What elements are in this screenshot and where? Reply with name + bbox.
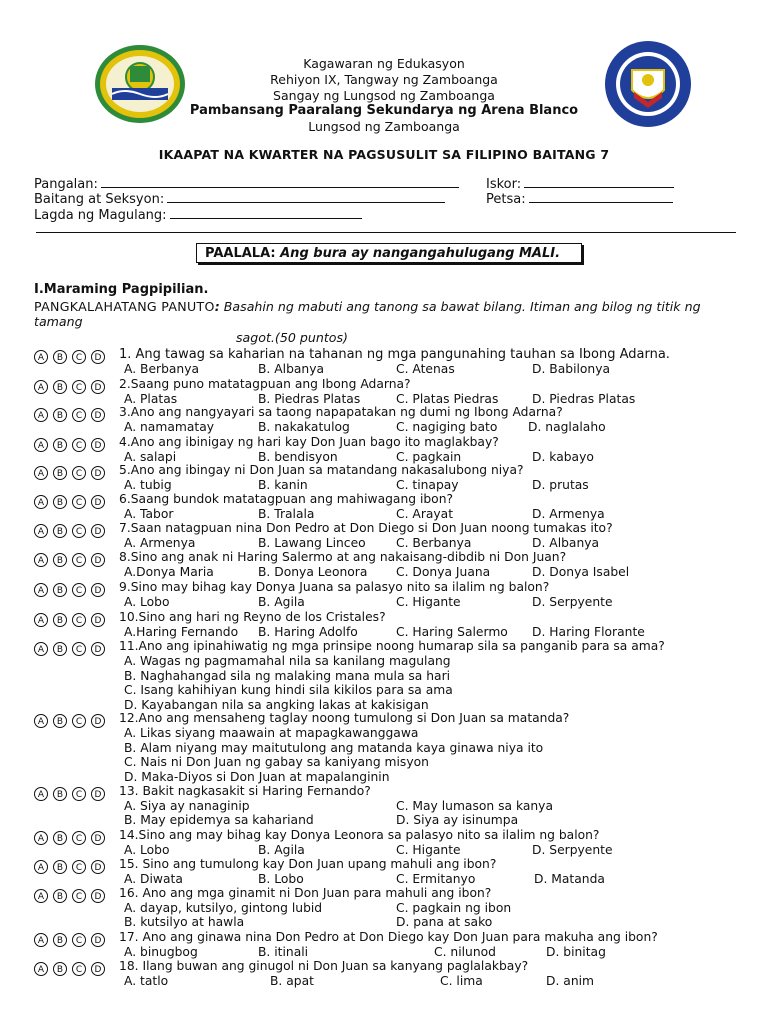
answer-bubble[interactable]: A [34, 933, 48, 947]
parent-signature-label: Lagda ng Magulang: [34, 208, 167, 223]
answer-bubbles [34, 711, 119, 728]
answer-bubble[interactable]: C [72, 613, 86, 627]
answer-option: D. Serpyente [532, 595, 613, 609]
answer-option: A. tatlo [124, 974, 169, 988]
answer-bubbles [34, 435, 119, 452]
question-text: 3.Ano ang nangyayari sa taong napapatakan ng dumi ng Ibong Adarna? [119, 405, 563, 419]
answer-option: D. naglalaho [528, 420, 606, 434]
question-text: 8.Sino ang anak ni Haring Salermo at ang nakaisang-dibdib ni Don Juan? [119, 550, 567, 564]
answer-bubble[interactable]: A [34, 889, 48, 903]
question-text: 16. Ano ang mga ginamit ni Don Juan para mahuli ang ibon? [119, 886, 492, 900]
answer-bubble[interactable]: C [72, 438, 86, 452]
answer-bubbles [34, 610, 119, 627]
answer-option: A. namamatay [124, 420, 215, 434]
answer-option: A. Lobo [124, 843, 170, 857]
answer-bubble[interactable]: D [91, 787, 105, 801]
answer-option: D. Siya ay isinumpa [396, 813, 519, 827]
question-text: 6.Saang bundok matatagpuan ang mahiwagang ibon? [119, 492, 454, 506]
answer-option: B. Piedras Platas [258, 392, 361, 406]
answer-bubbles [34, 886, 119, 903]
question-text: 2.Saang puno matatagpuan ang Ibong Adarna? [119, 377, 411, 391]
header-department: Kagawaran ng Edukasyon [303, 56, 465, 71]
answer-option: D. pana at sako [396, 915, 493, 929]
answer-bubble[interactable]: B [53, 962, 67, 976]
answer-bubble[interactable]: D [91, 613, 105, 627]
answer-bubbles [34, 463, 119, 480]
answer-bubble[interactable]: A [34, 438, 48, 452]
answer-bubble[interactable]: D [91, 831, 105, 845]
answer-option: C. Higante [396, 843, 461, 857]
answer-option: A. Wagas ng pagmamahal nila sa kanilang magulang [124, 654, 451, 668]
answer-bubble[interactable]: D [91, 583, 105, 597]
answer-bubble[interactable]: C [72, 553, 86, 567]
answer-bubble[interactable]: B [53, 889, 67, 903]
question-text: 13. Bakit nagkasakit si Haring Fernando? [119, 784, 371, 798]
answer-bubble[interactable]: A [34, 380, 48, 394]
answer-option: A. dayap, kutsilyo, gintong lubid [124, 901, 323, 915]
answer-option: A. Tabor [124, 507, 174, 521]
answer-bubble[interactable]: D [91, 524, 105, 538]
answer-bubble[interactable]: B [53, 408, 67, 422]
question-text: 10.Sino ang hari ng Reyno de los Cristales? [119, 610, 386, 624]
answer-option: A. tubig [124, 478, 172, 492]
instructions-lead: PANGKALAHATANG PANUTO [34, 299, 215, 314]
answer-bubble[interactable]: A [34, 860, 48, 874]
answer-option: B. Alam niyang may maitutulong ang matanda kaya ginawa niya ito [124, 740, 544, 755]
answer-option: D. Matanda [534, 872, 605, 886]
answer-bubble[interactable]: B [53, 495, 67, 509]
answer-bubble[interactable]: C [72, 642, 86, 656]
answer-bubble[interactable]: B [53, 583, 67, 597]
answer-bubble[interactable]: B [53, 642, 67, 656]
header-school: Pambansang Paaralang Sekundarya ng Arena Blanco [189, 103, 579, 118]
answer-option: B. Agila [258, 843, 305, 857]
answer-bubbles [34, 550, 119, 567]
answer-bubble[interactable]: B [53, 350, 67, 364]
answer-option: D. Maka-Diyos si Don Juan at mapalanginin [124, 769, 390, 784]
answer-bubble[interactable]: C [72, 714, 86, 728]
answer-bubble[interactable]: A [34, 962, 48, 976]
instructions-colon: : [214, 299, 220, 314]
answer-bubbles [34, 405, 119, 422]
answer-bubble[interactable]: B [53, 553, 67, 567]
answer-option: A. Platas [124, 392, 178, 406]
answer-bubble[interactable]: A [34, 714, 48, 728]
answer-bubble[interactable]: C [72, 380, 86, 394]
answer-option: A.Donya Maria [124, 565, 214, 579]
question-text: 17. Ano ang ginawa nina Don Pedro at Don Diego kay Don Juan para makuha ang ibon? [119, 930, 658, 944]
question-text: 7.Saan natagpuan nina Don Pedro at Don Diego si Don Juan noong tumakas ito? [119, 521, 613, 535]
answer-option: C. Platas Piedras [396, 392, 499, 406]
question-text: 1. Ang tawag sa kaharian na tahanan ng mga pangunahing tauhan sa Ibong Adarna. [119, 347, 670, 362]
answer-option: A. Likas siyang maawain at mapagkawanggawa [124, 726, 419, 740]
answer-bubbles [34, 930, 119, 947]
answer-option: C. tinapay [396, 478, 459, 492]
answer-option: B. Donya Leonora [258, 565, 368, 579]
answer-option: B. Lawang Linceo [258, 536, 366, 550]
reminder-label: PAALALA: [205, 246, 276, 261]
question-text: 14.Sino ang may bihag kay Donya Leonora sa palasyo nito sa ilalim ng balon? [119, 828, 600, 842]
answer-option: A. Diwata [124, 872, 183, 886]
question-text: 9.Sino may bihag kay Donya Juana sa palasyo nito sa ilalim ng balon? [119, 580, 550, 594]
answer-bubble[interactable]: A [34, 408, 48, 422]
answer-option: D. Donya Isabel [532, 565, 630, 579]
answer-bubble[interactable]: D [91, 642, 105, 656]
answer-bubble[interactable]: D [91, 408, 105, 422]
answer-option: C. Atenas [396, 362, 455, 376]
instructions-continued: sagot.(50 puntos) [236, 330, 348, 345]
answer-bubble[interactable]: C [72, 495, 86, 509]
answer-bubble[interactable]: C [72, 860, 86, 874]
answer-bubbles [34, 959, 119, 976]
answer-option: A. salapi [124, 450, 177, 464]
answer-bubbles [34, 377, 119, 394]
answer-bubble[interactable]: B [53, 787, 67, 801]
answer-option: C. Nais ni Don Juan ng gabay sa kaniyang misyon [124, 755, 429, 769]
answer-bubbles [34, 639, 119, 656]
answer-bubble[interactable]: A [34, 831, 48, 845]
answer-option: B. Tralala [258, 507, 315, 521]
answer-bubble[interactable]: B [53, 613, 67, 627]
answer-option: A. Siya ay nanaginip [124, 799, 250, 813]
answer-bubble[interactable]: C [72, 933, 86, 947]
instructions-text: Basahin ng mabuti ang tanong sa bawat bilang. Itiman ang bilog ng titik ng tamang [34, 299, 701, 329]
answer-bubble[interactable]: D [91, 962, 105, 976]
answer-option: C. May lumason sa kanya [396, 799, 553, 813]
answer-option: C. Berbanya [396, 536, 472, 550]
answer-option: B. kanin [258, 478, 308, 492]
answer-option: B. apat [270, 974, 314, 988]
answer-bubble[interactable]: C [72, 408, 86, 422]
question-text: 4.Ano ang ibinigay ng hari kay Don Juan bago ito maglakbay? [119, 435, 499, 449]
answer-bubble[interactable]: D [91, 714, 105, 728]
answer-bubble[interactable]: A [34, 583, 48, 597]
answer-bubble[interactable]: D [91, 553, 105, 567]
answer-bubble[interactable]: D [91, 495, 105, 509]
answer-bubbles [34, 784, 119, 801]
answer-bubble[interactable]: D [91, 466, 105, 480]
answer-option: D. Piedras Platas [532, 392, 636, 406]
parent-signature-field[interactable] [34, 206, 362, 223]
answer-bubble[interactable]: B [53, 380, 67, 394]
answer-option: B. Agila [258, 595, 305, 609]
answer-bubbles [34, 828, 119, 845]
date-label: Petsa: [486, 192, 526, 207]
answer-bubbles [34, 492, 119, 509]
question-text: 12.Ano ang mensaheng taglay noong tumulong si Don Juan sa matanda? [119, 711, 570, 725]
answer-bubbles [34, 347, 119, 364]
answer-bubble[interactable]: A [34, 350, 48, 364]
answer-bubbles [34, 857, 119, 874]
answer-option: A. Lobo [124, 595, 170, 609]
answer-bubbles [34, 521, 119, 538]
answer-option: A. Armenya [124, 536, 196, 550]
header-region: Rehiyon IX, Tangway ng Zamboanga [270, 72, 498, 87]
answer-option: D. prutas [532, 478, 589, 492]
grade-section-field[interactable] [34, 190, 445, 207]
answer-bubble[interactable]: D [91, 380, 105, 394]
question-text: 15. Sino ang tumulong kay Don Juan upang mahuli ang ibon? [119, 857, 497, 871]
answer-bubble[interactable]: B [53, 466, 67, 480]
answer-bubble[interactable]: C [72, 350, 86, 364]
answer-option: C. Isang kahihiyan kung hindi sila kikilos para sa ama [124, 683, 453, 697]
answer-option: B. Naghahangad sila ng malaking mana mula sa hari [124, 668, 451, 683]
answer-option: C. pagkain [396, 450, 462, 464]
answer-bubble[interactable]: B [53, 860, 67, 874]
answer-bubble[interactable]: C [72, 889, 86, 903]
header-city: Lungsod ng Zamboanga [308, 119, 460, 134]
question-text: 11.Ano ang ipinahiwatig ng mga prinsipe noong humarap sila sa panganib para sa ama? [119, 639, 665, 653]
answer-bubble[interactable]: B [53, 831, 67, 845]
answer-option: B. nakakatulog [258, 420, 350, 434]
answer-option: D. binitag [546, 945, 606, 959]
answer-option: B. itinali [258, 945, 309, 959]
answer-option: C. nilunod [434, 945, 496, 959]
answer-option: D. anim [546, 974, 595, 988]
question-row [34, 828, 599, 845]
answer-bubble[interactable]: B [53, 524, 67, 538]
answer-option: A.Haring Fernando [124, 625, 239, 639]
answer-option: B. kutsilyo at hawla [124, 915, 245, 929]
answer-option: C. Ermitanyo [396, 872, 476, 886]
instructions [34, 299, 734, 329]
answer-option: D. Babilonya [532, 362, 611, 376]
answer-bubble[interactable]: C [72, 524, 86, 538]
answer-option: C. Donya Juana [396, 565, 491, 579]
answer-bubble[interactable]: D [91, 933, 105, 947]
answer-bubble[interactable]: D [91, 860, 105, 874]
answer-bubble[interactable]: C [72, 466, 86, 480]
answer-bubble[interactable]: A [34, 553, 48, 567]
answer-bubble[interactable]: A [34, 495, 48, 509]
answer-bubble[interactable]: B [53, 714, 67, 728]
question-text: 18. Ilang buwan ang ginugol ni Don Juan sa kanyang paglalakbay? [119, 959, 529, 973]
answer-option: B. Lobo [258, 872, 304, 886]
answer-option: C. nagiging bato [396, 420, 498, 434]
answer-option: C. lima [440, 974, 483, 988]
answer-option: B. Haring Adolfo [258, 625, 358, 639]
answer-bubbles [34, 580, 119, 597]
answer-option: D. kabayo [532, 450, 594, 464]
score-label: Iskor: [486, 177, 522, 192]
answer-bubble[interactable]: A [34, 613, 48, 627]
answer-option: D. Albanya [532, 536, 600, 550]
answer-option: B. Albanya [258, 362, 325, 376]
exam-title: IKAAPAT NA KWARTER NA PAGSUSULIT SA FILIPINO BAITANG 7 [158, 147, 610, 162]
divider-line [36, 232, 736, 233]
answer-option: C. Higante [396, 595, 461, 609]
answer-option: D. Haring Florante [532, 625, 645, 639]
answer-bubble[interactable]: D [91, 350, 105, 364]
answer-bubble[interactable]: A [34, 787, 48, 801]
answer-option: A. Berbanya [124, 362, 200, 376]
header-division: Sangay ng Lungsod ng Zamboanga [273, 88, 495, 103]
date-field[interactable] [486, 190, 673, 207]
answer-option: C. pagkain ng ibon [396, 901, 512, 915]
answer-bubble[interactable]: C [72, 831, 86, 845]
answer-bubble[interactable]: D [91, 889, 105, 903]
reminder-box [196, 243, 582, 263]
answer-option: D. Kayabangan nila sa angking lakas at kakisigan [124, 697, 429, 712]
question-text: 5.Ano ang ibingay ni Don Juan sa matandang nakasalubong niya? [119, 463, 524, 477]
answer-bubble[interactable]: C [72, 787, 86, 801]
answer-bubble[interactable]: A [34, 466, 48, 480]
answer-option: A. binugbog [124, 945, 198, 959]
answer-bubble[interactable]: C [72, 583, 86, 597]
answer-option: D. Armenya [532, 507, 605, 521]
reminder-text: Ang bura ay nangangahulugang MALI. [280, 246, 561, 261]
answer-bubble[interactable]: B [53, 933, 67, 947]
name-label: Pangalan: [34, 177, 98, 192]
section-heading: I.Maraming Pagpipilian. [34, 282, 209, 297]
answer-option: D. Serpyente [532, 843, 613, 857]
answer-option: B. bendisyon [258, 450, 338, 464]
question-row [34, 492, 453, 509]
answer-option: B. May epidemya sa kahariand [124, 813, 314, 827]
answer-option: C. Arayat [396, 507, 454, 521]
grade-section-label: Baitang at Seksyon: [34, 192, 165, 207]
answer-bubble[interactable]: B [53, 438, 67, 452]
answer-option: C. Haring Salermo [396, 625, 508, 639]
answer-bubble[interactable]: C [72, 962, 86, 976]
answer-bubble[interactable]: D [91, 438, 105, 452]
answer-bubble[interactable]: A [34, 642, 48, 656]
answer-bubble[interactable]: A [34, 524, 48, 538]
